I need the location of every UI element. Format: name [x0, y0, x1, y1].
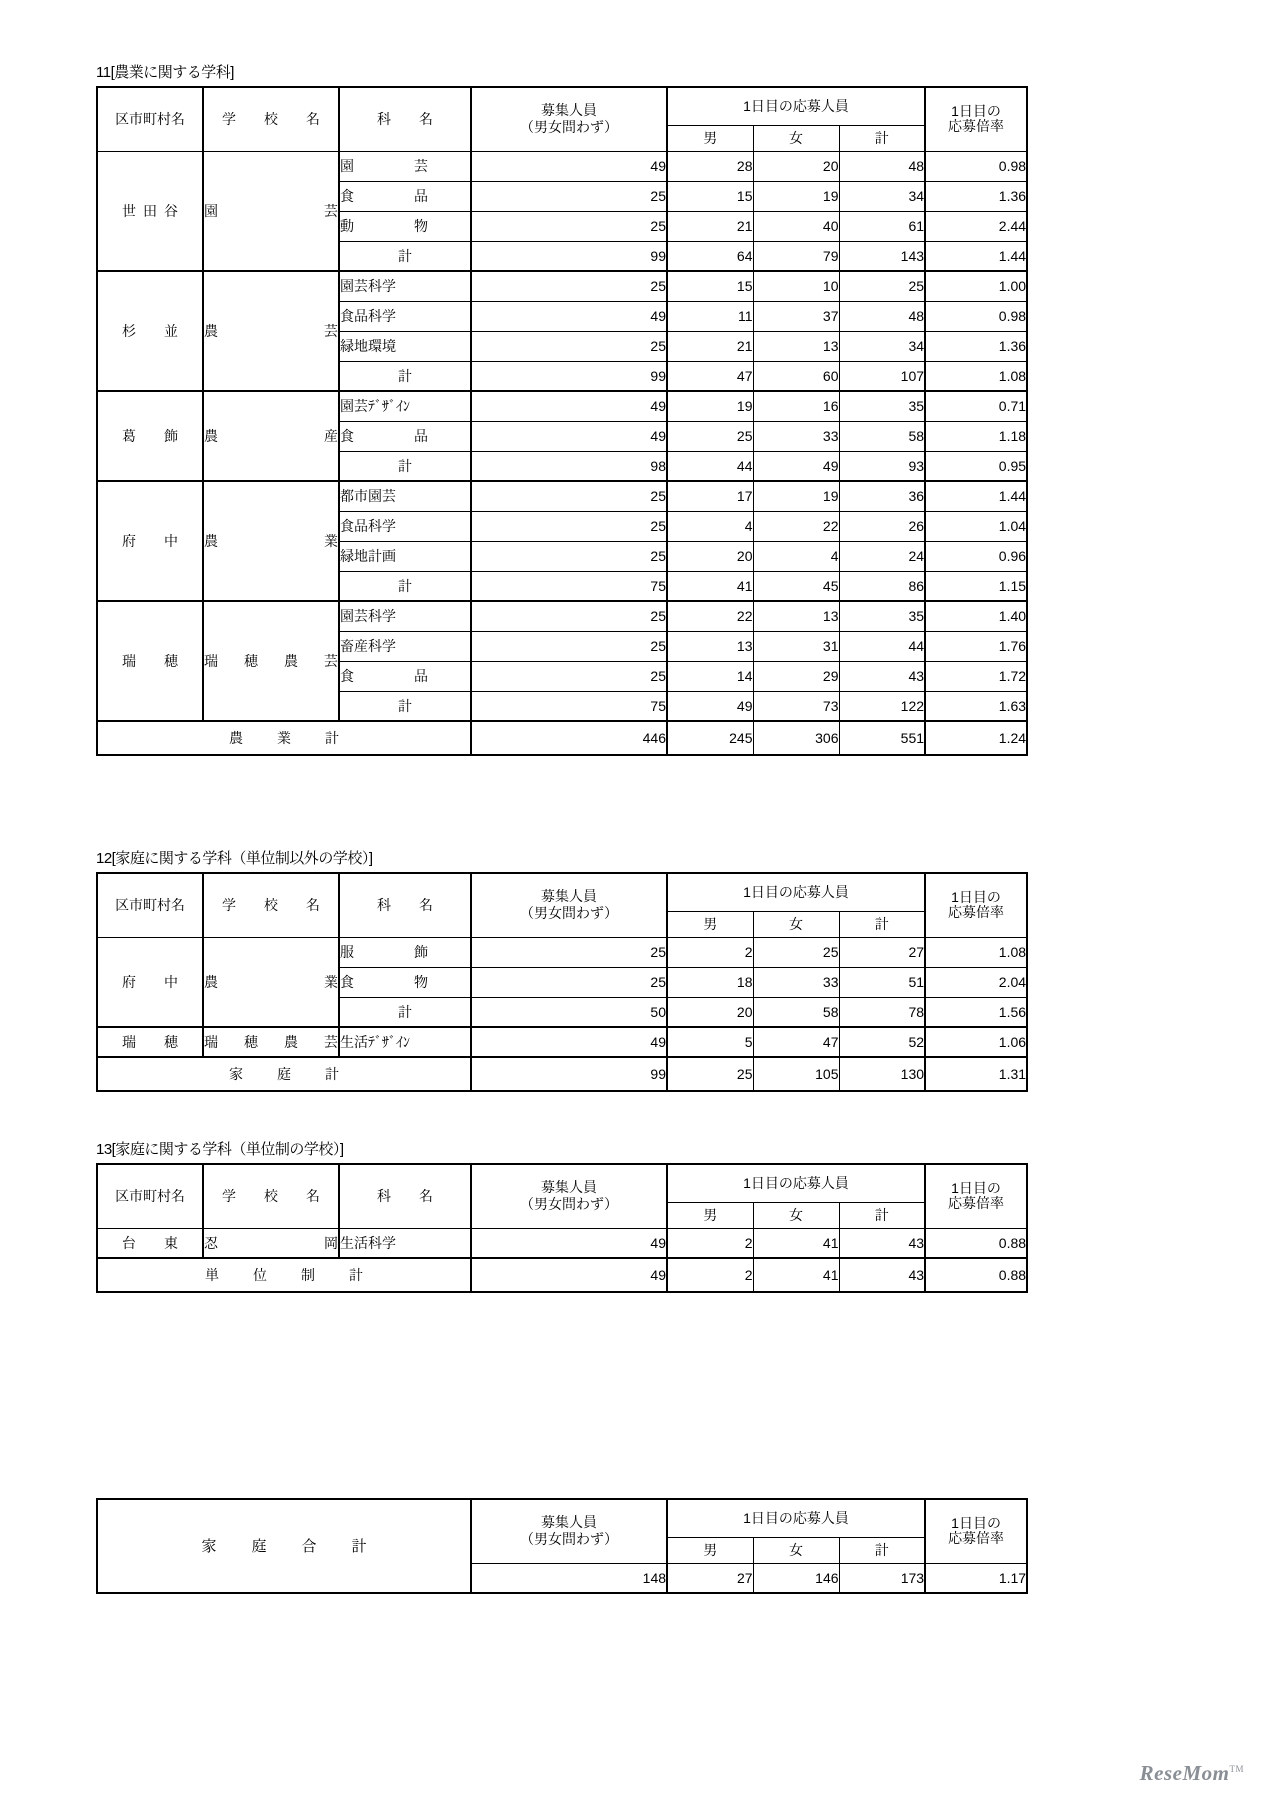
cell-total: 35: [839, 391, 925, 421]
cell-ratio: 0.96: [925, 541, 1027, 571]
cell-dept: 園芸科学: [339, 601, 471, 631]
cell-quota: 25: [471, 481, 667, 511]
cell-quota: 49: [471, 391, 667, 421]
cell-dept: 食 品: [339, 661, 471, 691]
cell-city: 瑞 穂: [97, 1027, 203, 1057]
table-row: [97, 391, 1027, 421]
cell-quota: 25: [471, 541, 667, 571]
cell-total: 61: [839, 211, 925, 241]
cell-dept: 緑地計画: [339, 541, 471, 571]
ratio-line-2: 応募倍率: [948, 1195, 1005, 1212]
table-body: [97, 151, 1027, 755]
watermark-trademark: TM: [1229, 1764, 1244, 1774]
section-total-label: 家 庭 計: [97, 1057, 471, 1091]
cell-ratio: 1.18: [925, 421, 1027, 451]
cell-female: 49: [753, 451, 839, 481]
cell-subtotal-label: 計: [339, 241, 471, 271]
cell-total: 86: [839, 571, 925, 601]
cell-quota: 25: [471, 631, 667, 661]
cell-male: 49: [667, 691, 753, 721]
cell-female: 22: [753, 511, 839, 541]
cell-dept: 園 芸: [339, 151, 471, 181]
cell-ratio: 0.88: [925, 1228, 1027, 1258]
cell-female: 58: [753, 997, 839, 1027]
cell-total: 48: [839, 301, 925, 331]
section-total-row: [97, 721, 1027, 755]
col-header-total: 計: [839, 125, 925, 151]
cell-city: 府 中: [97, 481, 203, 601]
cell-school: 農 芸: [203, 271, 339, 391]
cell-male: 17: [667, 481, 753, 511]
grand-summary-body: [97, 1499, 1027, 1593]
grand-male: 27: [667, 1563, 753, 1593]
cell-male: 25: [667, 421, 753, 451]
col-header-school: 学 校 名: [203, 1164, 339, 1228]
table-row: [97, 151, 1027, 181]
col-header-female: 女: [753, 911, 839, 937]
cell-subtotal-label: 計: [339, 691, 471, 721]
cell-male: 44: [667, 451, 753, 481]
section-total-total: 551: [839, 721, 925, 755]
cell-female: 25: [753, 937, 839, 967]
cell-dept: 園芸ﾃﾞｻﾞｲﾝ: [339, 391, 471, 421]
cell-total: 36: [839, 481, 925, 511]
cell-male: 2: [667, 937, 753, 967]
cell-male: 5: [667, 1027, 753, 1057]
cell-female: 33: [753, 967, 839, 997]
col-header-ratio: [925, 87, 1027, 151]
col-header-city: 区市町村名: [97, 1164, 203, 1228]
cell-ratio: 1.40: [925, 601, 1027, 631]
table-row: [97, 1027, 1027, 1057]
cell-female: 47: [753, 1027, 839, 1057]
quota-line-1: 募集人員: [541, 1179, 597, 1196]
ratio-line-2: 応募倍率: [948, 904, 1005, 921]
cell-total: 52: [839, 1027, 925, 1057]
ratio-line-2: 応募倍率: [948, 118, 1005, 135]
cell-quota: 25: [471, 271, 667, 301]
grand-ratio: 1.17: [925, 1563, 1027, 1593]
cell-ratio: 0.98: [925, 151, 1027, 181]
cell-male: 28: [667, 151, 753, 181]
cell-city: 台 東: [97, 1228, 203, 1258]
cell-ratio: 1.08: [925, 937, 1027, 967]
section-total-label: 単 位 制 計: [97, 1258, 471, 1292]
section-total-row: [97, 1258, 1027, 1292]
cell-total: 43: [839, 1228, 925, 1258]
watermark-text: ReseMom: [1139, 1761, 1230, 1785]
cell-school: 農 業: [203, 937, 339, 1027]
cell-male: 21: [667, 331, 753, 361]
cell-dept: 食 物: [339, 967, 471, 997]
cell-female: 13: [753, 331, 839, 361]
cell-total: 25: [839, 271, 925, 301]
cell-subtotal-label: 計: [339, 571, 471, 601]
cell-ratio: 2.44: [925, 211, 1027, 241]
cell-dept: 生活ﾃﾞｻﾞｲﾝ: [339, 1027, 471, 1057]
col-header-school: 学 校 名: [203, 873, 339, 937]
cell-quota: 99: [471, 241, 667, 271]
cell-dept: 食品科学: [339, 511, 471, 541]
cell-quota: 25: [471, 211, 667, 241]
cell-ratio: 1.56: [925, 997, 1027, 1027]
cell-quota: 25: [471, 967, 667, 997]
cell-total: 78: [839, 997, 925, 1027]
table-body: [97, 937, 1027, 1091]
cell-total: 93: [839, 451, 925, 481]
table-row: [97, 1228, 1027, 1258]
table-header: [97, 1164, 1027, 1228]
cell-dept: 食 品: [339, 421, 471, 451]
cell-ratio: 1.44: [925, 481, 1027, 511]
col-header-ratio: [925, 1499, 1027, 1563]
cell-female: 13: [753, 601, 839, 631]
cell-ratio: 1.06: [925, 1027, 1027, 1057]
cell-female: 4: [753, 541, 839, 571]
col-header-dept: 科 名: [339, 1164, 471, 1228]
cell-total: 27: [839, 937, 925, 967]
cell-city: 府 中: [97, 937, 203, 1027]
col-header-ratio: [925, 1164, 1027, 1228]
col-header-male: 男: [667, 1202, 753, 1228]
quota-line-1: 募集人員: [541, 102, 597, 119]
cell-quota: 98: [471, 451, 667, 481]
col-header-quota: [471, 873, 667, 937]
cell-ratio: 1.36: [925, 331, 1027, 361]
cell-ratio: 1.76: [925, 631, 1027, 661]
section-total-quota: 99: [471, 1057, 667, 1091]
grand-total: 173: [839, 1563, 925, 1593]
cell-female: 45: [753, 571, 839, 601]
table-header: [97, 87, 1027, 151]
section-total-total: 43: [839, 1258, 925, 1292]
cell-quota: 25: [471, 937, 667, 967]
cell-total: 34: [839, 331, 925, 361]
quota-line-1: 募集人員: [541, 1514, 598, 1531]
cell-dept: 畜産科学: [339, 631, 471, 661]
cell-female: 16: [753, 391, 839, 421]
cell-ratio: 1.15: [925, 571, 1027, 601]
cell-quota: 25: [471, 181, 667, 211]
cell-male: 41: [667, 571, 753, 601]
ratio-line-1: 1日目の: [951, 889, 1001, 906]
cell-dept: 食品科学: [339, 301, 471, 331]
col-header-quota: [471, 1499, 667, 1563]
section-total-male: 245: [667, 721, 753, 755]
ratio-line-2: 応募倍率: [948, 1530, 1005, 1547]
col-header-applicants: 1日目の応募人員: [667, 87, 925, 125]
cell-dept: 服 飾: [339, 937, 471, 967]
col-header-dept: 科 名: [339, 87, 471, 151]
col-header-male: 男: [667, 125, 753, 151]
cell-female: 41: [753, 1228, 839, 1258]
section-home-economics-non-credit: [96, 850, 1196, 1092]
col-header-female: 女: [753, 1202, 839, 1228]
cell-male: 13: [667, 631, 753, 661]
cell-quota: 25: [471, 661, 667, 691]
cell-total: 143: [839, 241, 925, 271]
cell-ratio: 0.98: [925, 301, 1027, 331]
cell-female: 19: [753, 481, 839, 511]
cell-total: 48: [839, 151, 925, 181]
cell-total: 35: [839, 601, 925, 631]
quota-line-1: 募集人員: [541, 888, 597, 905]
cell-dept: 園芸科学: [339, 271, 471, 301]
cell-dept: 動 物: [339, 211, 471, 241]
cell-total: 107: [839, 361, 925, 391]
cell-male: 21: [667, 211, 753, 241]
section-total-female: 306: [753, 721, 839, 755]
cell-female: 79: [753, 241, 839, 271]
section-total-total: 130: [839, 1057, 925, 1091]
cell-male: 18: [667, 967, 753, 997]
cell-total: 122: [839, 691, 925, 721]
col-header-quota: [471, 1164, 667, 1228]
cell-female: 29: [753, 661, 839, 691]
cell-quota: 50: [471, 997, 667, 1027]
cell-quota: 25: [471, 331, 667, 361]
cell-male: 14: [667, 661, 753, 691]
cell-male: 47: [667, 361, 753, 391]
cell-female: 73: [753, 691, 839, 721]
col-header-female: 女: [753, 125, 839, 151]
cell-female: 10: [753, 271, 839, 301]
cell-school: 忍 岡: [203, 1228, 339, 1258]
col-header-total: 計: [839, 1537, 925, 1563]
quota-line-2: （男女問わず）: [520, 905, 618, 922]
cell-ratio: 1.36: [925, 181, 1027, 211]
cell-dept: 食 品: [339, 181, 471, 211]
col-header-city: 区市町村名: [97, 873, 203, 937]
cell-quota: 49: [471, 301, 667, 331]
cell-ratio: 1.72: [925, 661, 1027, 691]
section-agriculture: [96, 64, 1196, 756]
cell-ratio: 1.00: [925, 271, 1027, 301]
cell-total: 43: [839, 661, 925, 691]
cell-ratio: 0.95: [925, 451, 1027, 481]
col-header-applicants: 1日目の応募人員: [667, 1499, 925, 1537]
cell-total: 26: [839, 511, 925, 541]
ratio-line-1: 1日目の: [951, 1515, 1001, 1532]
cell-quota: 49: [471, 1027, 667, 1057]
cell-male: 4: [667, 511, 753, 541]
section-title: 11[農業に関する学科]: [96, 64, 234, 81]
cell-total: 58: [839, 421, 925, 451]
cell-subtotal-label: 計: [339, 451, 471, 481]
quota-line-2: （男女問わず）: [520, 1196, 618, 1213]
section-total-ratio: 1.31: [925, 1057, 1027, 1091]
section-grand-summary: [96, 1498, 1196, 1594]
section-home-economics-credit: [96, 1141, 1196, 1293]
cell-dept: 都市園芸: [339, 481, 471, 511]
table-row: [97, 937, 1027, 967]
col-header-total: 計: [839, 911, 925, 937]
section-total-male: 2: [667, 1258, 753, 1292]
cell-ratio: 1.04: [925, 511, 1027, 541]
col-header-female: 女: [753, 1537, 839, 1563]
cell-ratio: 1.08: [925, 361, 1027, 391]
section-title: 13[家庭に関する学科（単位制の学校）]: [96, 1141, 344, 1158]
section-title: 12[家庭に関する学科（単位制以外の学校）]: [96, 850, 373, 867]
cell-total: 44: [839, 631, 925, 661]
cell-school: 園 芸: [203, 151, 339, 271]
cell-female: 60: [753, 361, 839, 391]
cell-city: 瑞 穂: [97, 601, 203, 721]
grand-quota: 148: [471, 1563, 667, 1593]
cell-ratio: 1.63: [925, 691, 1027, 721]
cell-female: 37: [753, 301, 839, 331]
cell-total: 34: [839, 181, 925, 211]
section-total-quota: 49: [471, 1258, 667, 1292]
table-row: [97, 601, 1027, 631]
section-total-quota: 446: [471, 721, 667, 755]
ratio-line-1: 1日目の: [951, 1180, 1001, 1197]
cell-total: 24: [839, 541, 925, 571]
cell-total: 51: [839, 967, 925, 997]
section-total-label: 農 業 計: [97, 721, 471, 755]
quota-line-2: （男女問わず）: [520, 1531, 619, 1548]
section-total-female: 41: [753, 1258, 839, 1292]
cell-city: 葛 飾: [97, 391, 203, 481]
cell-male: 11: [667, 301, 753, 331]
cell-quota: 49: [471, 1228, 667, 1258]
cell-school: 農 産: [203, 391, 339, 481]
cell-dept: 緑地環境: [339, 331, 471, 361]
cell-male: 22: [667, 601, 753, 631]
cell-dept: 生活科学: [339, 1228, 471, 1258]
table-row: [97, 481, 1027, 511]
table-body: [97, 1228, 1027, 1292]
cell-female: 20: [753, 151, 839, 181]
cell-quota: 25: [471, 511, 667, 541]
cell-ratio: 2.04: [925, 967, 1027, 997]
cell-city: 世田谷: [97, 151, 203, 271]
section-total-female: 105: [753, 1057, 839, 1091]
grand-summary-table: [96, 1498, 1028, 1594]
table-row: [97, 271, 1027, 301]
cell-male: 20: [667, 997, 753, 1027]
grand-summary-label: 家 庭 合 計: [97, 1499, 471, 1593]
section-total-ratio: 0.88: [925, 1258, 1027, 1292]
col-header-ratio: [925, 873, 1027, 937]
section-total-male: 25: [667, 1057, 753, 1091]
cell-quota: 99: [471, 361, 667, 391]
col-header-quota: [471, 87, 667, 151]
cell-city: 杉 並: [97, 271, 203, 391]
cell-male: 20: [667, 541, 753, 571]
cell-school: 農 業: [203, 481, 339, 601]
col-header-city: 区市町村名: [97, 87, 203, 151]
cell-female: 40: [753, 211, 839, 241]
col-header-male: 男: [667, 911, 753, 937]
col-header-male: 男: [667, 1537, 753, 1563]
cell-ratio: 1.44: [925, 241, 1027, 271]
section-total-ratio: 1.24: [925, 721, 1027, 755]
cell-quota: 75: [471, 571, 667, 601]
col-header-applicants: 1日目の応募人員: [667, 1164, 925, 1202]
quota-line-2: （男女問わず）: [520, 119, 618, 136]
site-watermark: [1140, 1761, 1244, 1786]
cell-male: 15: [667, 181, 753, 211]
cell-quota: 49: [471, 151, 667, 181]
cell-quota: 25: [471, 601, 667, 631]
col-header-dept: 科 名: [339, 873, 471, 937]
credit-system-table: [96, 1163, 1028, 1293]
cell-female: 19: [753, 181, 839, 211]
agriculture-table: [96, 86, 1028, 756]
col-header-total: 計: [839, 1202, 925, 1228]
cell-subtotal-label: 計: [339, 361, 471, 391]
cell-subtotal-label: 計: [339, 997, 471, 1027]
cell-male: 15: [667, 271, 753, 301]
cell-female: 33: [753, 421, 839, 451]
cell-quota: 49: [471, 421, 667, 451]
col-header-school: 学 校 名: [203, 87, 339, 151]
cell-female: 31: [753, 631, 839, 661]
cell-school: 瑞 穂 農 芸: [203, 601, 339, 721]
cell-male: 64: [667, 241, 753, 271]
grand-female: 146: [753, 1563, 839, 1593]
col-header-applicants: 1日目の応募人員: [667, 873, 925, 911]
table-header: [97, 873, 1027, 937]
cell-male: 2: [667, 1228, 753, 1258]
cell-ratio: 0.71: [925, 391, 1027, 421]
section-total-row: [97, 1057, 1027, 1091]
home-economics-table: [96, 872, 1028, 1092]
cell-school: 瑞 穂 農 芸: [203, 1027, 339, 1057]
cell-male: 19: [667, 391, 753, 421]
ratio-line-1: 1日目の: [951, 103, 1001, 120]
cell-quota: 75: [471, 691, 667, 721]
